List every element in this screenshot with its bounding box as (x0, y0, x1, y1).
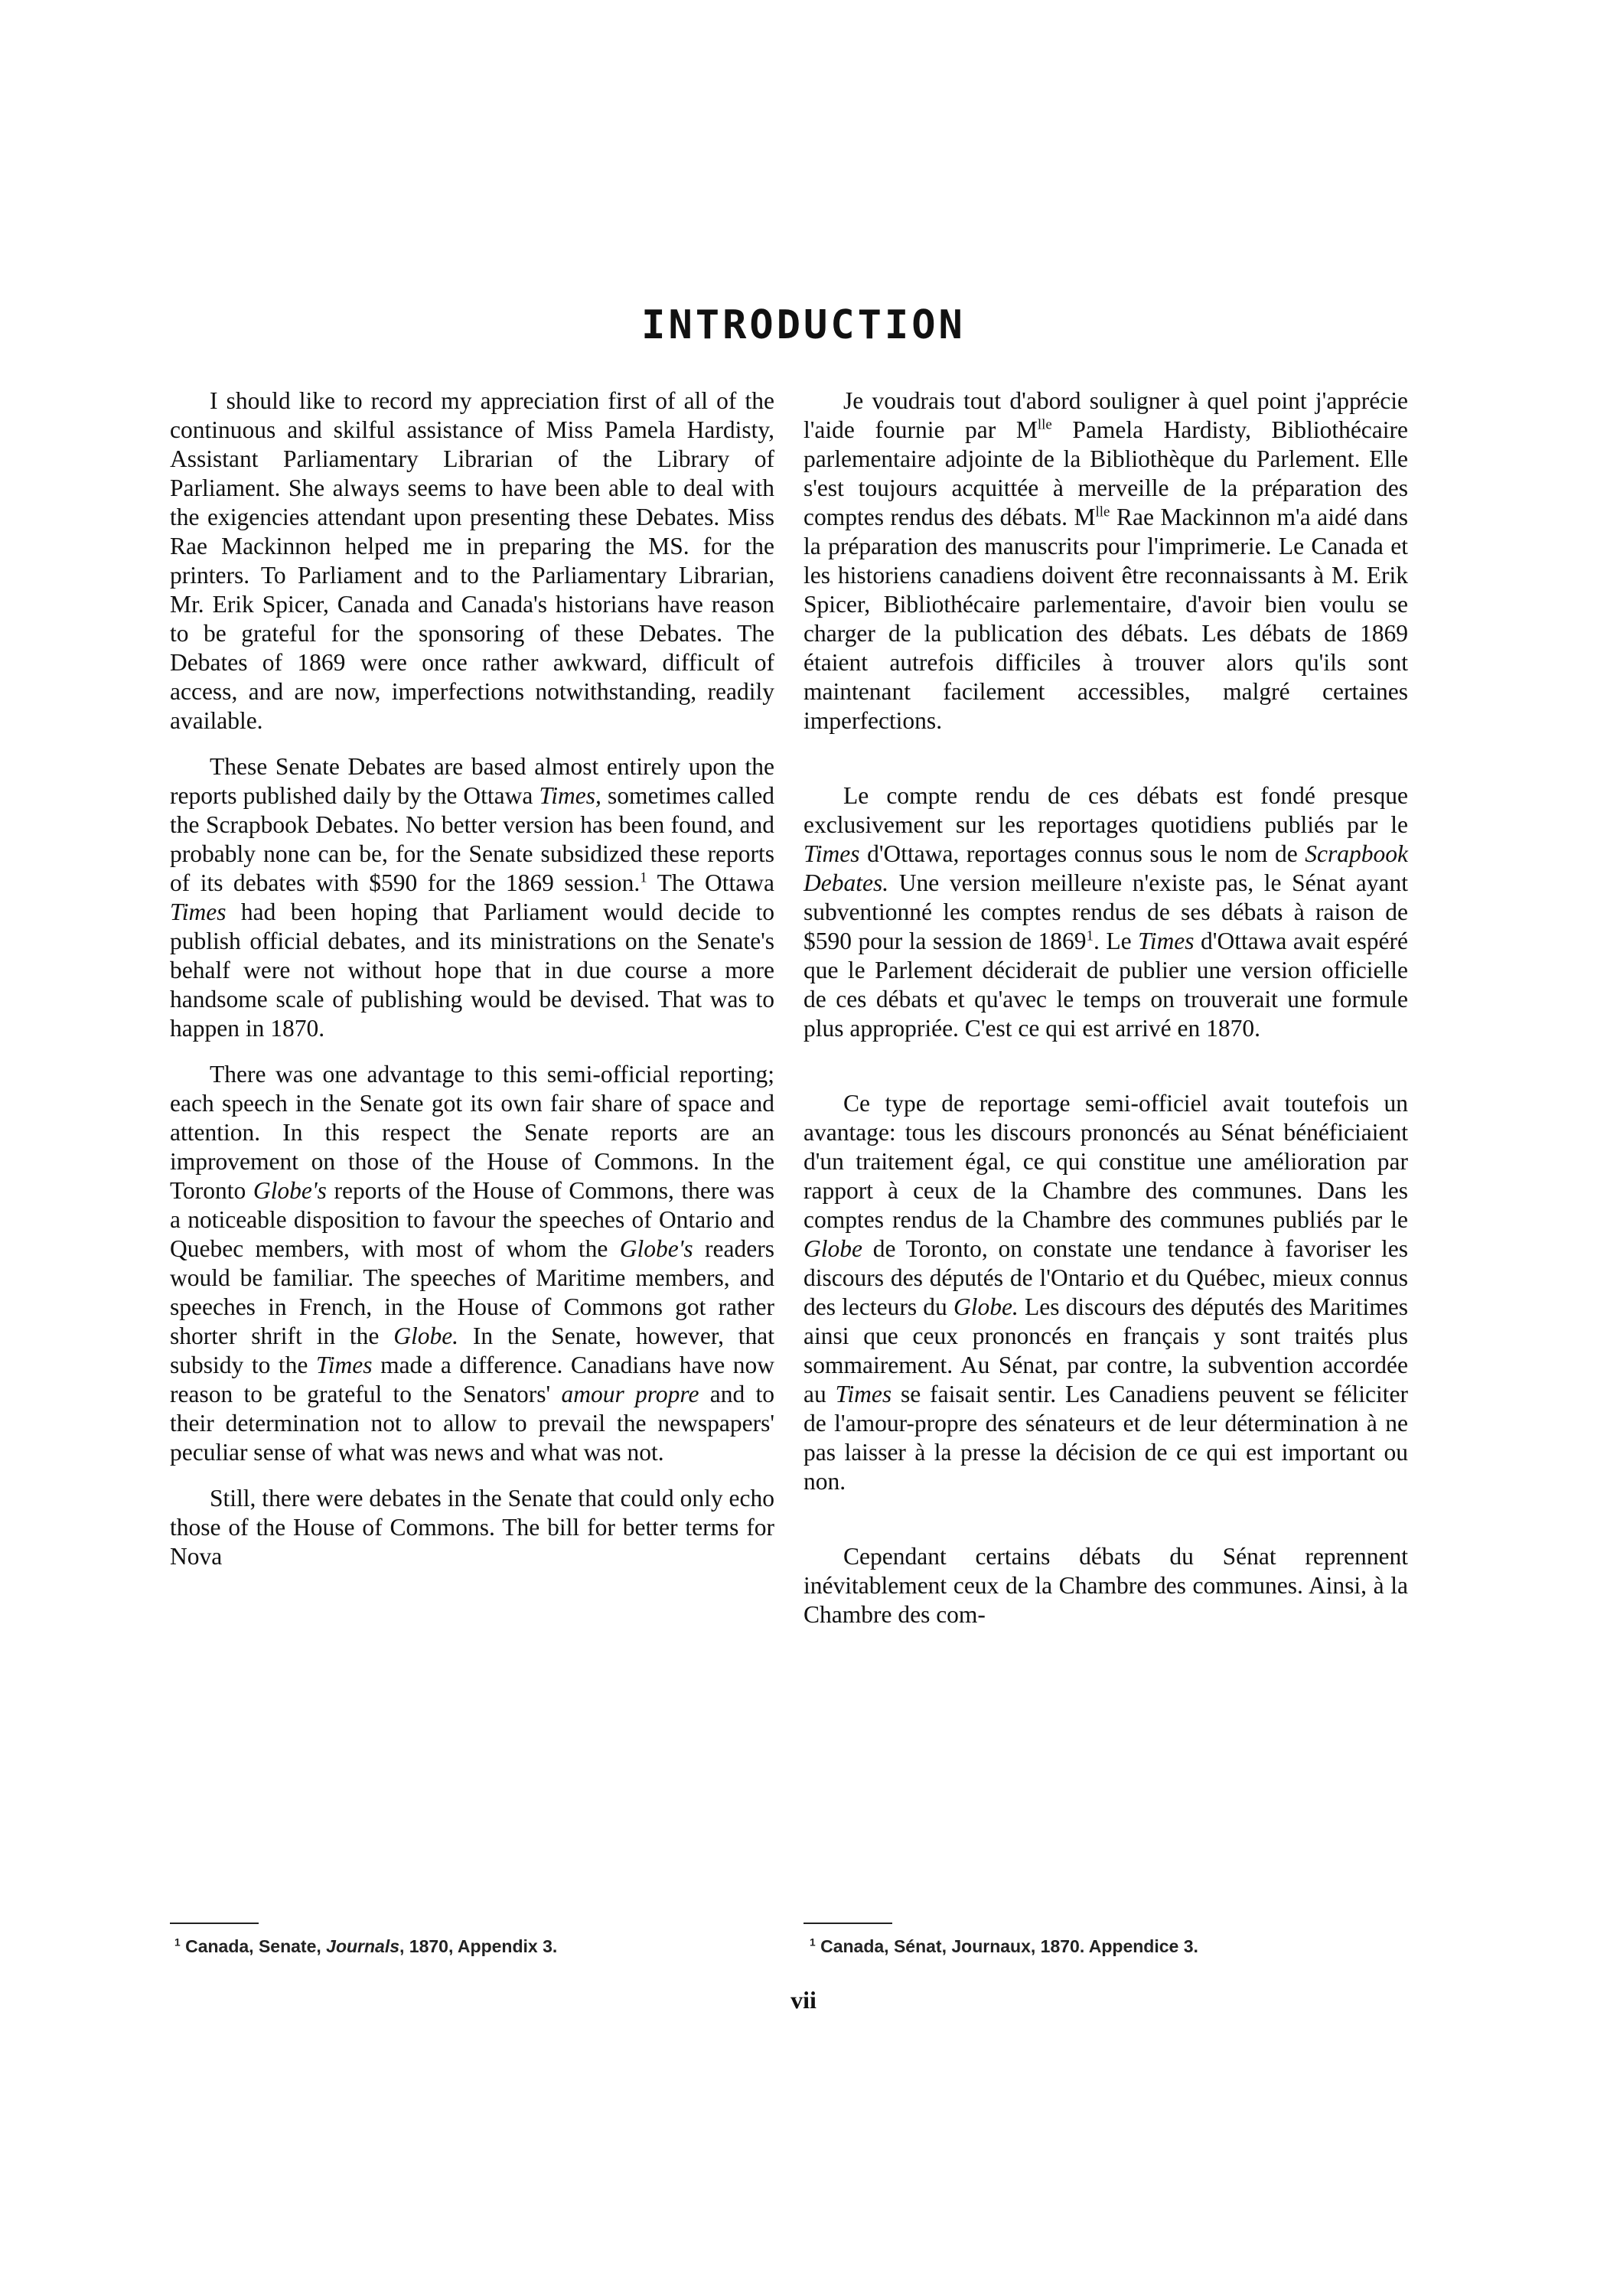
footnote-ref: 1 (1086, 928, 1094, 944)
fr-paragraph-3: Ce type de reportage semi-officiel avait toutefois un avantage: tous les discours prononcés au Sénat bénéficiaient d'un traitement égal, ce qui constitue une amélioration par rapport à ceux de la Chambre des communes. Dans les comptes rendus de la Chambre des communes publiés par le Globe de Toronto, on constate une tendance à favoriser les discours des députés de l'Ontario et du Québec, mieux connus des lecteurs du Globe. Les discours des députés des Maritimes ainsi que ceux prononcés en français y sont traités plus sommairement. Au Sénat, par contre, la subvention accordée au Times se faisait sentir. Les Canadiens peuvent se féliciter de l'amour-propre des sénateurs et de leur détermination à ne pas laisser à la presse la décision de ce qui est important ou non. (804, 1090, 1409, 1495)
footnote-ref: 1 (640, 869, 647, 886)
footnote-french: $^1$ Canada, Sénat, Journaux, 1870. Appendice 3. (810, 1936, 1198, 1956)
page-number: vii (790, 1986, 817, 2014)
en-paragraph-1: I should like to record my appreciation first of all of the continuous and skilful assistance of Miss Pamela Hardisty, Assistant Parliamentary Librarian of the Library of Parliament. She always seems to have been able to deal with the exigencies attendant upon presenting these Debates. Miss Rae Mackinnon helped me in preparing the MS. for the printers. To Parliament and to the Parliamentary Librarian, Mr. Erik Spicer, Canada and Canada's historians have reason to be grateful for the sponsoring of these Debates. The Debates of 1869 were once rather awkward, difficult of access, and are now, imperfections notwithstanding, readily available. (170, 387, 774, 734)
times-title: Times (315, 1352, 373, 1378)
en-paragraph-2: These Senate Debates are based almost entirely upon the reports published daily by the Ottawa Times, sometimes called the Scrapbook Debates. No better version has been found, and probably none can be, for the Senate subsidized these reports of its debates with $590 for the 1869 session.$^1$ The Ottawa Times had been hoping that Parliament would decide to publish official debates, and its ministrations on the Senate's behalf were not without hope that in due course a more handsome scale of publishing would be devised. That was to happen in 1870. (170, 753, 774, 1042)
footnote-divider-right (804, 1923, 892, 1924)
page-title: INTRODUCTION (641, 302, 966, 348)
times-title: Times (835, 1381, 892, 1407)
fr-paragraph-4: Cependant certains débats du Sénat reprennent inévitablement ceux de la Chambre des communes. Ainsi, à la Chambre des com- (804, 1543, 1408, 1628)
french-column (804, 386, 1408, 1629)
english-column (170, 386, 774, 1571)
footnote-english: $^1$ Canada, Senate, Journals, 1870, Appendix 3. (174, 1936, 558, 1956)
footnote-divider-left (170, 1923, 259, 1924)
scrapbook-title: Scrapbook Debates. (804, 840, 1408, 896)
times-title: Times, (539, 782, 601, 809)
amour-propre-phrase: amour propre (561, 1381, 699, 1407)
times-title: Times (1138, 928, 1195, 954)
globe-title: Globe. (393, 1322, 459, 1349)
globe-title: Globe (804, 1235, 862, 1262)
fr-paragraph-1: Je voudrais tout d'abord souligner à quel point j'apprécie l'aide fournie par $M^{lle}$ Pamela Hardisty, Bibliothécaire parlementaire adjointe de la Bibliothèque du Parlement. Elle s'est toujours acquittée à merveille de la préparation des comptes rendus des débats. $M^{lle}$ Rae Mackinnon m'a aidé dans la préparation des manuscrits pour l'imprimerie. Le Canada et les historiens canadiens doivent être reconnaissants à M. Erik Spicer, Bibliothécaire parlementaire, d'avoir bien voulu se charger de la publication des débats. Les débats de 1869 étaient autrefois difficiles à trouver alors qu'ils sont maintenant facilement accessibles, malgré certaines imperfections. (804, 387, 1408, 734)
en-paragraph-4: Still, there were debates in the Senate that could only echo those of the House of Commons. The bill for better terms for Nova (170, 1485, 774, 1570)
fr-paragraph-2: Le compte rendu de ces débats est fondé presque exclusivement sur les reportages quotidiens publiés par le Times d'Ottawa, reportages connus sous le nom de Scrapbook Debates. Une version meilleure n'existe pas, le Sénat ayant subventionné les comptes rendus de ses débats à raison de $590 pour la session de 1869$^1$. Le Times d'Ottawa avait espéré que le Parlement déciderait de publier une version officielle de ces débats et qu'avec le temps on trouverait une formule plus appropriée. C'est ce qui est arrivé en 1870. (804, 782, 1409, 1042)
globe-title: Globe's (619, 1235, 693, 1262)
globe-title: Globe. (953, 1293, 1019, 1320)
en-paragraph-3: There was one advantage to this semi-official reporting; each speech in the Senate got its own fair share of space and attention. In this respect the Senate reports are an improvement on those of the House of Commons. In the Toronto Globe's reports of the House of Commons, there was a noticeable disposition to favour the speeches of Ontario and Quebec members, with most of whom the Globe's readers would be familiar. The speeches of Maritime members, and speeches in French, in the House of Commons got rather shorter shrift in the Globe. In the Senate, however, that subsidy to the Times made a difference. Canadians have now reason to be grateful to the Senators' amour propre and to their determination not to allow to prevail the newspapers' peculiar sense of what was news and what was not. (170, 1061, 774, 1466)
times-title: Times (170, 899, 227, 925)
globe-title: Globe's (253, 1177, 327, 1204)
times-title: Times (804, 840, 860, 867)
